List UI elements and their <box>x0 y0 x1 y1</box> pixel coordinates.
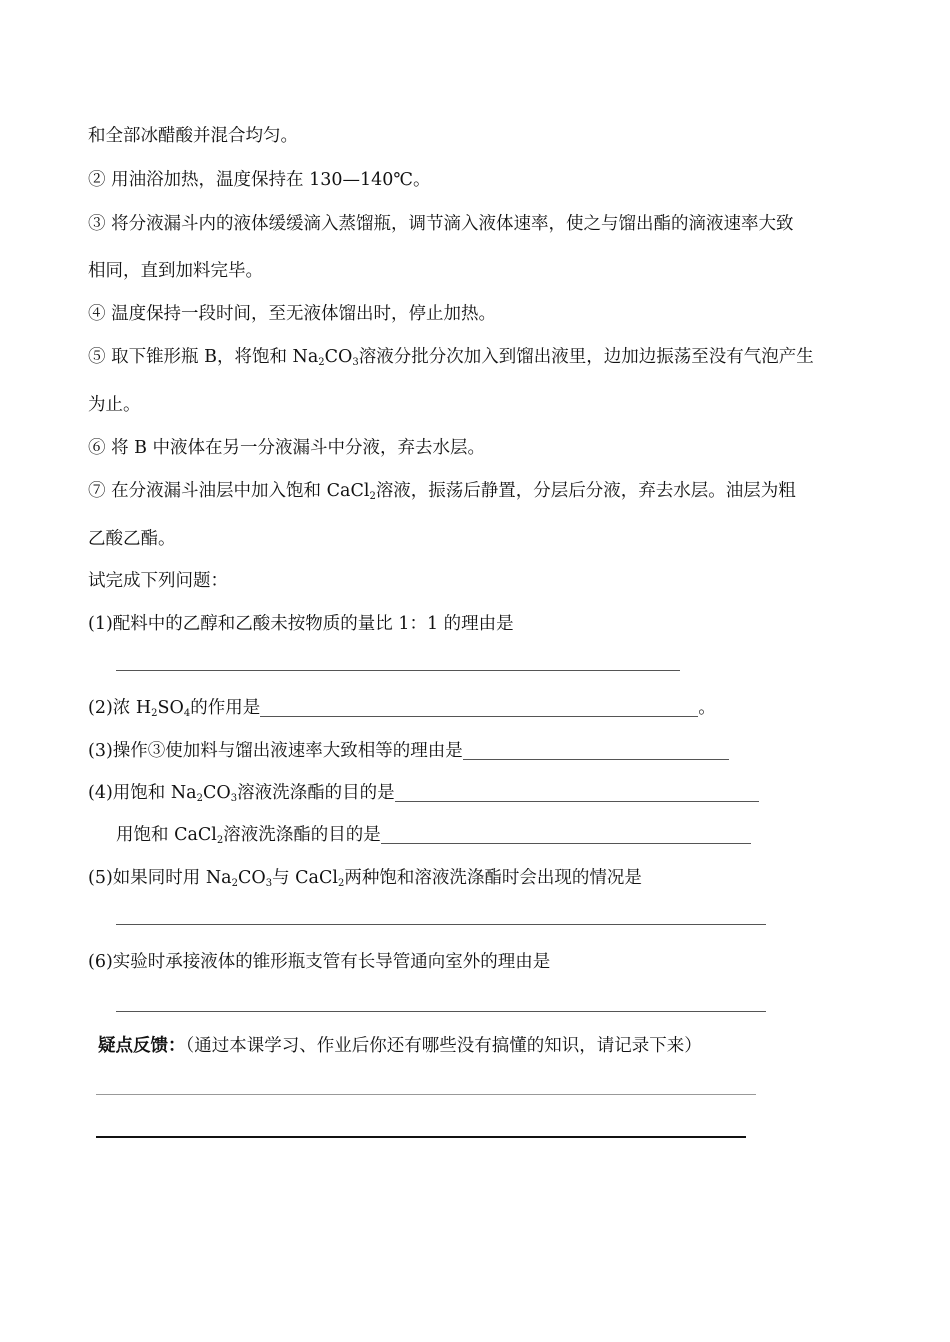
question-5: (5)如果同时用 $Na_2CO_3$与 CaCl$_2$两种饱和溶液洗涤酯时会出现的情况是 <box>88 868 642 889</box>
feedback-heading <box>98 1034 702 1058</box>
question-3: (3)操作③使加料与馏出液速率大致相等的理由是 <box>88 739 729 763</box>
answer-line-6[interactable] <box>116 1011 766 1012</box>
question-4a: (4)用饱和 $Na_2CO_3$溶液洗涤酯的目的是 <box>88 781 759 805</box>
answer-line-4b[interactable] <box>381 825 751 844</box>
question-1: (1)配料中的乙醇和乙酸未按物质的量比 1：1 的理由是 <box>88 614 514 634</box>
step-2: ② 用油浴加热，温度保持在 130—140℃。 <box>88 170 431 190</box>
step-3-line-2: 相同，直到加料完毕。 <box>88 261 263 281</box>
answer-line-2[interactable] <box>260 698 698 717</box>
step-7-line-1: ⑦ 在分液漏斗油层中加入饱和 CaCl$_2$溶液，振荡后静置，分层后分液，弃去水层。油层为粗 <box>88 481 796 502</box>
step-4: ④ 温度保持一段时间，至无液体馏出时，停止加热。 <box>88 304 497 324</box>
feedback-note: （通过本课学习、作业后你还有哪些没有搞懂的知识，请记录下来） <box>185 1036 702 1056</box>
step-5-line-1: ⑤ 取下锥形瓶 B，将饱和 $Na_2CO_3$溶液分批分次加入到馏出液里，边加边振荡至没有气泡产生 <box>88 347 814 368</box>
feedback-line-2[interactable] <box>96 1136 746 1138</box>
step-7-line-2: 乙酸乙酯。 <box>88 529 176 549</box>
step-3-line-1: ③ 将分液漏斗内的液体缓缓滴入蒸馏瓶，调节滴入液体速率，使之与馏出酯的滴液速率大致 <box>88 214 794 234</box>
answer-line-1[interactable] <box>116 670 680 671</box>
answer-line-3[interactable] <box>463 741 729 760</box>
answer-line-5[interactable] <box>116 924 766 925</box>
answer-line-4a[interactable] <box>395 783 759 802</box>
step-5-line-2: 为止。 <box>88 395 141 415</box>
question-6: (6)实验时承接液体的锥形瓶支管有长导管通向室外的理由是 <box>88 952 551 972</box>
step-1-continuation: 和全部冰醋酸并混合均匀。 <box>88 126 298 146</box>
step-6: ⑥ 将 B 中液体在另一分液漏斗中分液，弃去水层。 <box>88 438 486 458</box>
feedback-label: 疑点反馈： <box>98 1036 186 1056</box>
questions-intro: 试完成下列问题： <box>88 571 228 591</box>
question-4b: 用饱和 CaCl$_2$溶液洗涤酯的目的是 <box>116 823 751 847</box>
feedback-line-1[interactable] <box>96 1094 756 1095</box>
question-2: (2)浓 $H_2SO_4$的作用是 。 <box>88 698 716 719</box>
